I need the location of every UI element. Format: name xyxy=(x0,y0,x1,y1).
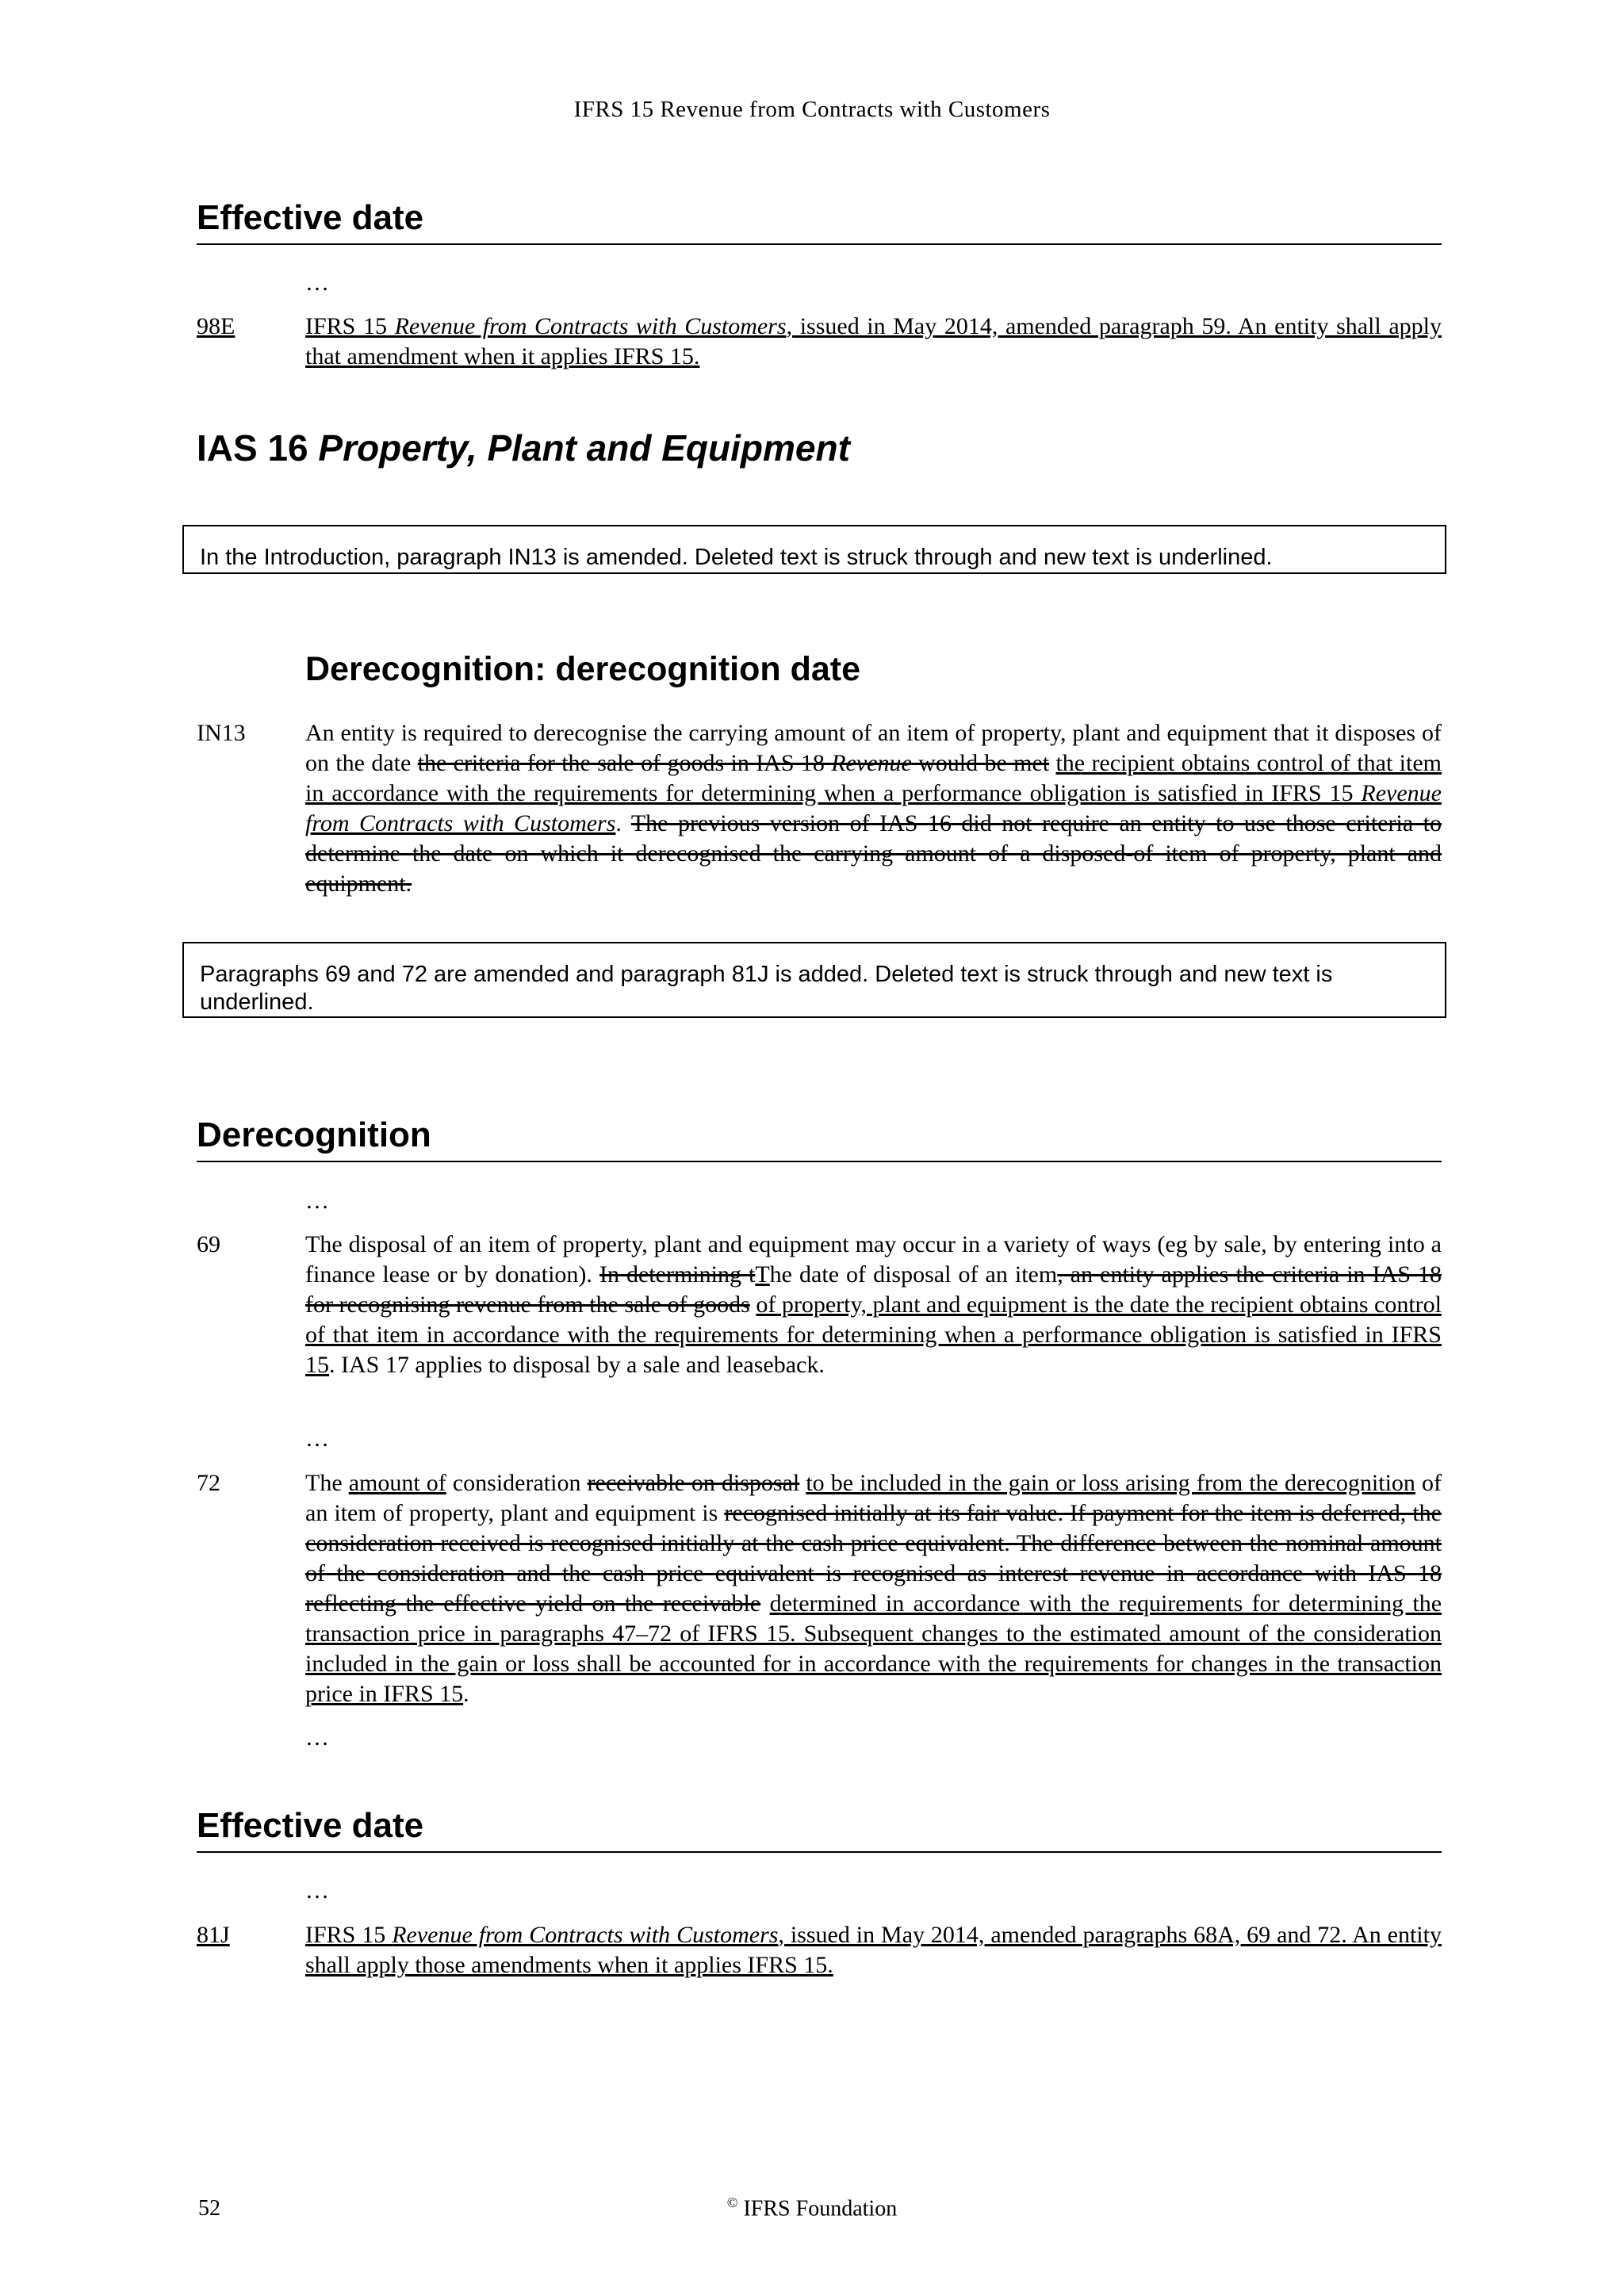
effective-date-heading-2: Effective date xyxy=(197,1802,1442,1853)
italic-title: Revenue from Contracts with Customers xyxy=(392,1922,779,1948)
ellipsis-3: … xyxy=(305,1425,329,1452)
standard-title: Property, Plant and Equipment xyxy=(318,427,850,469)
standard-heading-ias16 xyxy=(197,424,1442,472)
deleted-italic-run: Revenue xyxy=(831,750,912,776)
inserted-italic-run: Revenue from Contracts with Customers xyxy=(305,780,1442,836)
instruction-text: In the Introduction, paragraph IN13 is amended. Deleted text is struck through and new text is underlined. xyxy=(200,545,1273,570)
text-run: The disposal of an item of property, plant and equipment may occur in a variety of ways (eg by sale, by entering into a finance lease or by donation). xyxy=(305,1231,1442,1288)
inserted-text: determined in accordance with the requirements for determining the transaction price in paragraphs 47–72 of IFRS 15. Subsequent changes to the estimated amount of the consideration included in the gain or loss shall be accounted for in accordance with the requirements for changes in the transaction price in IFRS 15 xyxy=(305,1590,1442,1707)
copyright-symbol: © xyxy=(726,2195,738,2210)
text-run: , issued in May 2014, amended paragraph 59. An entity shall apply that amendment when it applies IFRS 15. xyxy=(305,313,1442,369)
foundation-name: IFRS Foundation xyxy=(743,2196,898,2221)
inserted-text: T xyxy=(755,1261,770,1288)
paragraph-body xyxy=(305,1230,1442,1380)
running-head-text: IFRS 15 Revenue from Contracts with Customers xyxy=(573,97,1051,122)
ellipsis-1: … xyxy=(305,270,329,296)
running-header xyxy=(0,97,1624,123)
inserted-run: the recipient obtains control of that item in accordance with the requirements for determining when a performance obligation is satisfied in IFRS 15 xyxy=(305,750,1442,806)
paragraph-98e xyxy=(197,312,1442,372)
ellipsis-4: … xyxy=(305,1724,329,1751)
subheading-derecognition-date: Derecognition: derecognition date xyxy=(305,650,860,688)
paragraph-number: 81J xyxy=(197,1922,230,1948)
page-number: 52 xyxy=(198,2196,220,2221)
text-run: An entity is required to derecognise the carrying amount of an item of property, plant and equipment that it disposes of on the date xyxy=(305,720,1442,776)
paragraph-body xyxy=(305,718,1442,899)
amendment-instruction-box-1 xyxy=(182,525,1446,574)
text-run: of an item of property, plant and equipment is xyxy=(305,1470,1442,1526)
paragraph-69 xyxy=(197,1230,1442,1380)
paragraph-number: 72 xyxy=(197,1470,220,1496)
text-run: . xyxy=(463,1681,469,1707)
effective-date-heading-1: Effective date xyxy=(197,194,1442,245)
paragraph-81j xyxy=(197,1920,1442,1980)
inserted-text: of property, plant and equipment is the date the recipient obtains control of that item in accordance with the requirements for determining when a performance obligation is satisfied in IFRS 15 xyxy=(305,1292,1442,1378)
italic-title: Revenue from Contracts with Customers xyxy=(394,313,787,339)
instruction-text: Paragraphs 69 and 72 are amended and paragraph 81J is added. Deleted text is struck through and new text is underlined. xyxy=(200,962,1333,1015)
text-run: , issued in May 2014, amended paragraphs 68A, 69 and 72. An entity shall apply those amendments when it applies IFRS 15. xyxy=(305,1922,1442,1978)
paragraph-body xyxy=(305,1468,1442,1709)
standard-code: IAS 16 xyxy=(197,427,319,469)
deleted-text: recognised initially at its fair value. If payment for the item is deferred, the consideration received is recognised initially at the cash price equivalent. The difference between the nominal amount of the consideration and the cash price equivalent is recognised as interest revenue in accordance with IAS 18 reflecting the effective yield on the receivable xyxy=(305,1500,1442,1617)
paragraph-in13 xyxy=(197,718,1442,899)
deleted-text: , an entity applies the criteria in IAS 18 for recognising revenue from the sale of goods xyxy=(305,1261,1442,1318)
text-run: IFRS 15 xyxy=(305,1922,393,1948)
text-run xyxy=(760,1590,769,1617)
paragraph-number: 98E xyxy=(197,313,236,339)
deleted-run: would be met xyxy=(911,750,1050,776)
text-run: . xyxy=(615,810,631,836)
deleted-text: receivable on disposal xyxy=(587,1470,800,1496)
paragraph-body xyxy=(305,1920,1442,1980)
derecognition-heading: Derecognition xyxy=(197,1112,1442,1162)
inserted-text: to be included in the gain or loss arising from the derecognition xyxy=(806,1470,1415,1496)
text-run: he date of disposal of an item xyxy=(769,1261,1058,1288)
ellipsis-2: … xyxy=(305,1188,329,1214)
deleted-text: In determining t xyxy=(599,1261,756,1288)
text-run: consideration xyxy=(446,1470,588,1496)
amendment-instruction-box-2 xyxy=(182,942,1446,1018)
paragraph-number: 69 xyxy=(197,1231,220,1257)
text-run: IFRS 15 xyxy=(305,313,395,339)
inserted-text: amount of xyxy=(348,1470,446,1496)
footer-copyright xyxy=(0,2195,1624,2221)
paragraph-body xyxy=(305,312,1442,372)
text-run: The xyxy=(305,1470,349,1496)
text-run: . IAS 17 applies to disposal by a sale and leaseback. xyxy=(329,1352,825,1378)
paragraph-72 xyxy=(197,1468,1442,1709)
deleted-text: The previous version of IAS 16 did not require an entity to use those criteria to determine the date on which it derecognised the carrying amount of a disposed-of item of property, plant and equipment. xyxy=(305,810,1442,897)
deleted-text xyxy=(418,750,1049,776)
paragraph-number: IN13 xyxy=(197,720,246,746)
ellipsis-5: … xyxy=(305,1877,329,1904)
deleted-run: the criteria for the sale of goods in IAS 18 xyxy=(417,750,832,776)
